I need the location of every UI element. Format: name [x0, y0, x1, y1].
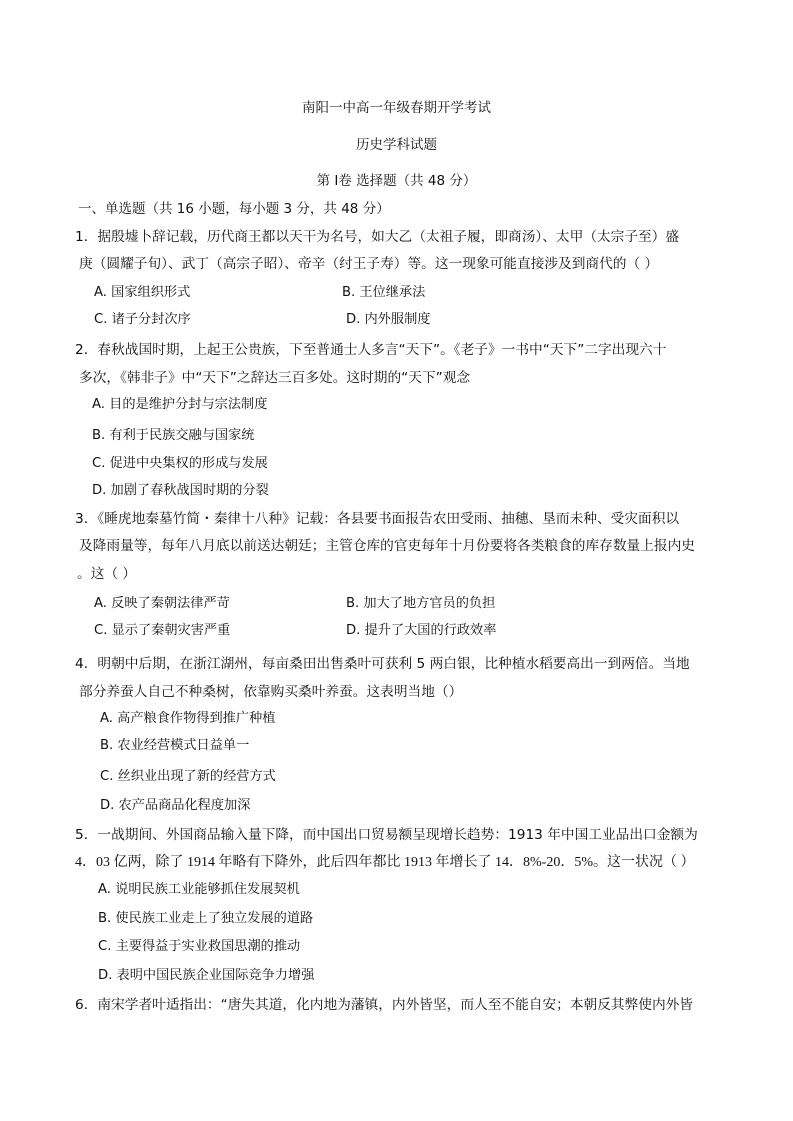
- question-4-option-a: A. 高产粮食作物得到推广种植: [100, 711, 276, 726]
- question-5-option-a: A. 说明民族工业能够抓住发展契机: [98, 882, 300, 897]
- question-6-line-1: 6．南宋学者叶适指出：“唐失其道，化内地为藩镇，内外皆坚，而人至不能自安；本朝反其弊使内外皆: [75, 997, 694, 1013]
- exam-subject: 历史学科试题: [356, 137, 437, 153]
- section-heading: 一、单选题（共 16 小题，每小题 3 分，共 48 分）: [78, 201, 390, 217]
- question-4-option-b: B. 农业经营模式日益单一: [100, 738, 250, 753]
- question-3-option-b: B. 加大了地方官员的负担: [346, 596, 496, 611]
- question-1-option-a: A. 国家组织形式: [94, 285, 191, 300]
- question-5-option-c: C. 主要得益于实业救国思潮的推动: [98, 939, 301, 954]
- question-3-line-2: 及降雨量等，每年八月底以前送达朝廷；主管仓库的官吏每年十月份要将各类粮食的库存数量上报内史: [79, 538, 695, 554]
- question-3-line-1: 3．《睡虎地秦墓竹简・秦律十八种》记载：各县要书面报告农田受雨、抽穗、垦而未种、受灾面积以: [75, 511, 680, 527]
- question-4-line-2: 部分养蚕人自己不种桑树，依靠购买桑叶养蚕。这表明当地（）: [79, 684, 463, 700]
- question-2-option-d: D. 加剧了春秋战国时期的分裂: [92, 483, 269, 498]
- question-1-line-2: 庚（圆耀子旬）、武丁（高宗子昭）、帝辛（纣王子寿）等。这一现象可能直接涉及到商代的（ ）: [79, 256, 659, 272]
- question-2-option-b: B. 有利于民族交融与国家统: [92, 428, 255, 443]
- question-5-line-2: 4．03 亿两，除了 1914 年略有下降外，此后四年都比 1913 年增长了 14．8%-20．5%。这一状况（ ）: [75, 855, 695, 870]
- question-2-option-c: C. 促进中央集权的形成与发展: [92, 456, 268, 471]
- question-2-line-2: 多次，《韩非子》中“天下”之辞达三百多处。这时期的“天下”观念: [79, 370, 471, 386]
- question-2-option-a: A. 目的是维护分封与宗法制度: [92, 397, 268, 412]
- question-5-option-b: B. 使民族工业走上了独立发展的道路: [98, 911, 314, 926]
- exam-title: 南阳一中高一年级春期开学考试: [302, 100, 491, 116]
- part-heading: 第 Ⅰ卷 选择题（共 48 分）: [316, 173, 477, 189]
- question-2-line-1: 2．春秋战国时期，上起王公贵族，下至普通士人多言“天下”。《老子》一书中“天下”二字出现六十: [75, 342, 667, 358]
- question-5-option-d: D. 表明中国民族企业国际竞争力增强: [98, 968, 315, 983]
- question-5-line-1: 5．一战期间、外国商品输入量下降，而中国出口贸易额呈现增长趋势：1913 年中国工业品出口金额为: [75, 827, 698, 843]
- question-1-option-d: D. 内外服制度: [346, 312, 431, 327]
- question-3-option-a: A. 反映了秦朝法律严苛: [94, 596, 230, 611]
- question-3-line-3: 。这（ ）: [77, 566, 137, 582]
- question-4-option-d: D. 农产品商品化程度加深: [100, 798, 251, 813]
- question-4-line-1: 4．明朝中后期，在浙江湖州，每亩桑田出售桑叶可获利 5 两白银，比种植水稻要高出一到两倍。当地: [75, 656, 690, 672]
- question-1-line-1: 1．据殷墟卜辞记载，历代商王都以天干为名号，如大乙（太祖子履，即商汤）、太甲（太宗子至）盛: [75, 229, 680, 245]
- question-3-option-d: D. 提升了大国的行政效率: [346, 623, 497, 638]
- question-1-option-c: C. 诸子分封次序: [94, 312, 191, 327]
- question-4-option-c: C. 丝织业出现了新的经营方式: [100, 769, 276, 784]
- question-3-option-c: C. 显示了秦朝灾害严重: [94, 623, 231, 638]
- question-1-option-b: B. 王位继承法: [342, 285, 426, 300]
